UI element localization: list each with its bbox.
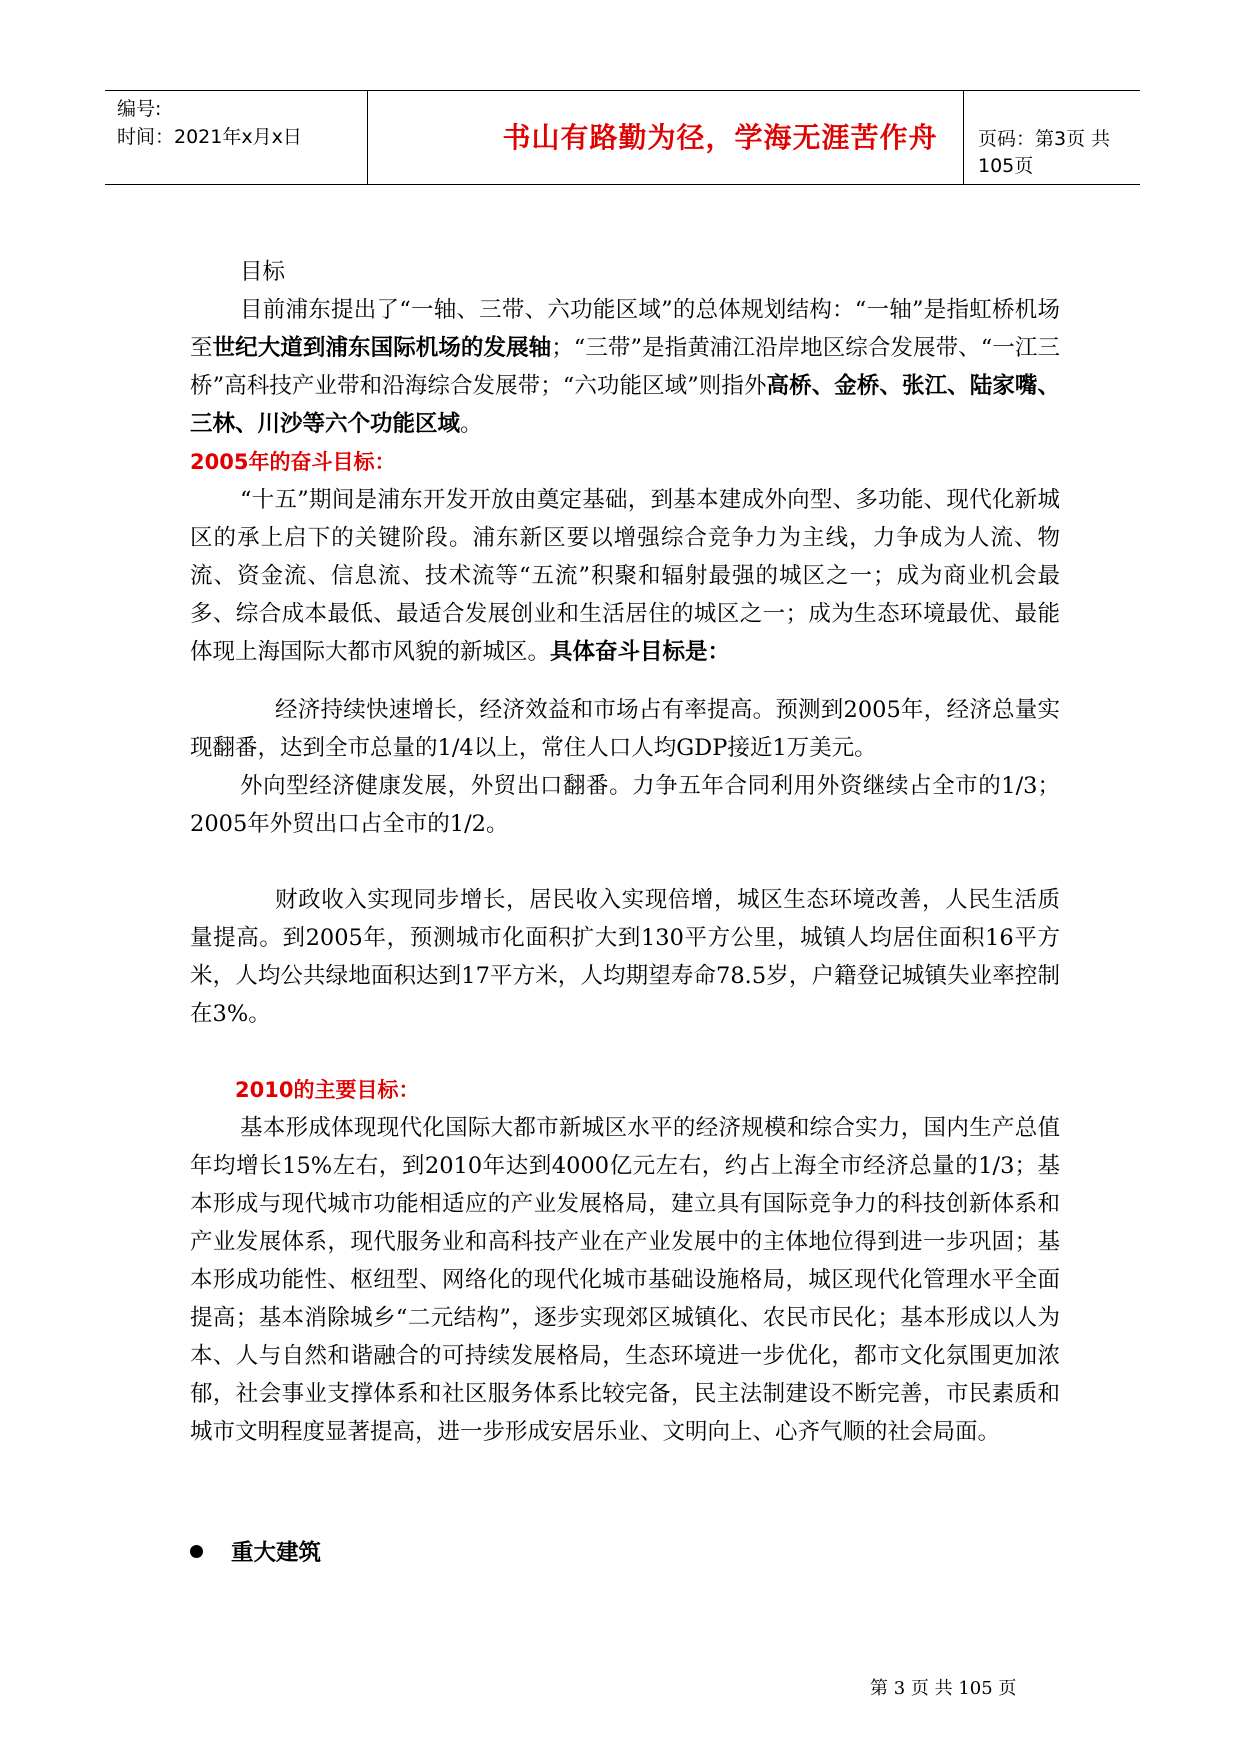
paragraph-2010: 基本形成体现现代化国际大都市新城区水平的经济规模和综合实力，国内生产总值年均增长15%左右，到2010年达到4000亿元左右，约占上海全市经济总量的1/3；基本形成与现代城市功能相适应的产业发展格局，建立具有国际竞争力的科技创新体系和产业发展体系，现代服务业和高科技产业在产业发展中的主体地位得到进一步巩固；基本形成功能性、枢纽型、网络化的现代化城市基础设施格局，城区现代化管理水平全面提高；基本消除城乡“二元结构”，逐步实现郊区城镇化、农民市民化；基本形成以人为本、人与自然和谐融合的可持续发展格局，生态环境进一步优化，都市文化氛围更加浓郁，社会事业支撑体系和社区服务体系比较完备，民主法制建设不断完善，市民素质和城市文明程度显著提高，进一步形成安居乐业、文明向上、心齐气顺的社会局面。	[190, 1115, 1060, 1445]
number-label: 编号:	[117, 98, 162, 120]
header-divider-left	[367, 91, 368, 184]
header-page-label: 页码：第3页 共105页	[978, 128, 1111, 177]
paragraph-structure: 目前浦东提出了“一轴、三带、六功能区域”的总体规划结构：“一轴”是指虹桥机场至世纪大道到浦东国际机场的发展轴；“三带”是指黄浦江沿岸地区综合发展带、“一江三桥”高科技产业带和沿海综合发展带；“六功能区域”则指外高桥、金桥、张江、陆家嘴、三林、川沙等六个功能区域。	[190, 297, 1060, 437]
page-header	[105, 90, 1140, 185]
bold-specific-goals: 具体奋斗目标是：	[550, 639, 731, 665]
spacer	[190, 671, 1060, 691]
bullet-item	[190, 1535, 321, 1567]
paragraph-goal: 目标	[240, 259, 286, 285]
bold-areas: 高桥、金桥、张江、陆家嘴、三林、川沙等六个功能区域	[190, 373, 1060, 437]
page-footer: 第 3 页 共 105 页	[870, 1678, 1017, 1699]
spacer	[190, 843, 1060, 881]
bullet-label: 重大建筑	[231, 1540, 322, 1566]
spacer	[190, 1033, 1060, 1071]
time-label: 时间：2021年x月x日	[117, 126, 302, 148]
paragraph-finance: 财政收入实现同步增长，居民收入实现倍增，城区生态环境改善，人民生活质量提高。到2005年，预测城市化面积扩大到130平方公里，城镇人均居住面积16平方米，人均公共绿地面积达到17平方米，人均期望寿命78.5岁，户籍登记城镇失业率控制在3%。	[190, 887, 1060, 1027]
header-meta	[117, 95, 302, 151]
paragraph-trade: 外向型经济健康发展，外贸出口翻番。力争五年合同利用外资继续占全市的1/3；2005年外贸出口占全市的1/2。	[190, 773, 1060, 837]
bullet-dot-icon	[190, 1545, 203, 1558]
heading-2005-goals: 2005年的奋斗目标：	[190, 450, 396, 474]
header-divider-right	[963, 91, 964, 184]
bold-axis: 世纪大道到浦东国际机场的发展轴	[212, 335, 552, 361]
paragraph-fifteenth-plan: “十五”期间是浦东开发开放由奠定基础，到基本建成外向型、多功能、现代化新城区的承上启下的关键阶段。浦东新区要以增强综合竞争力为主线，力争成为人流、物流、资金流、信息流、技术流等“五流”积聚和辐射最强的城区之一；成为商业机会最多、综合成本最低、最适合发展创业和生活居住的城区之一；成为生态环境最优、最能体现上海国际大都市风貌的新城区。具体奋斗目标是：	[190, 487, 1060, 665]
heading-2010-goals: 2010的主要目标：	[235, 1078, 420, 1102]
document-body	[190, 253, 1060, 1451]
paragraph-economy: 经济持续快速增长，经济效益和市场占有率提高。预测到2005年，经济总量实现翻番，达到全市总量的1/4以上，常住人口人均GDP接近1万美元。	[190, 697, 1060, 761]
header-motto: 书山有路勤为径，学海无涯苦作舟	[502, 121, 938, 154]
